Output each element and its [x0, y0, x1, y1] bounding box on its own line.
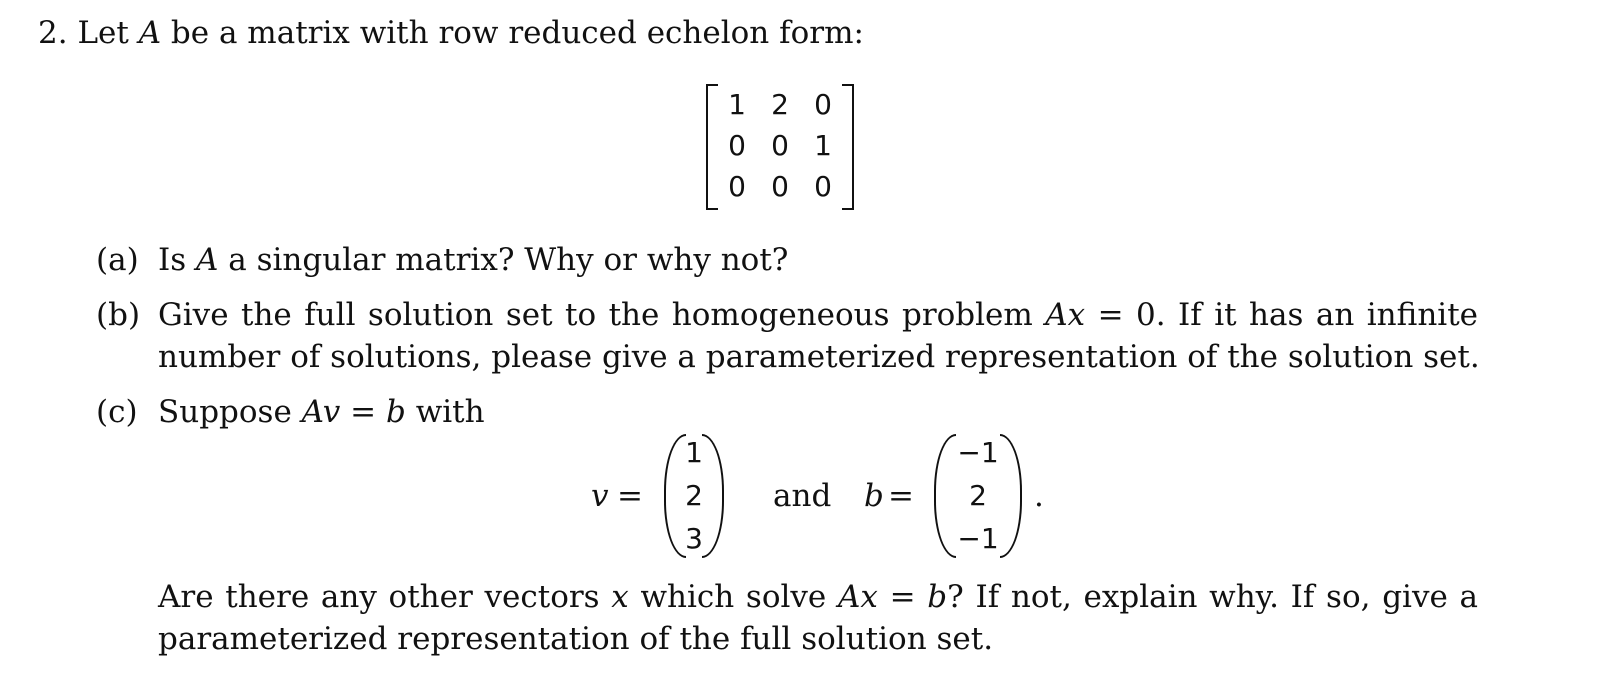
part-b-text-pre: Give the full solution set to the homogeneous problem [158, 297, 1046, 333]
part-b-text-post: If it has an infinite [1165, 297, 1479, 333]
v-entry: 2 [685, 479, 703, 512]
v-entry: 1 [685, 436, 703, 469]
intro-var-a: A [138, 15, 162, 51]
part-a-var: A [196, 242, 219, 278]
matrix-entry: 0 [814, 87, 832, 121]
intro-text-pre: Let [77, 15, 139, 51]
part-a-question [158, 242, 789, 278]
matrix-entry: 0 [771, 128, 789, 162]
part-c-q-var-x: x [611, 579, 629, 615]
matrix-right-bracket [842, 84, 854, 210]
part-c-eq-rhs: b [386, 394, 406, 430]
part-b-line-1 [158, 297, 1479, 333]
part-a-text-post: a singular matrix? Why or why not? [218, 242, 789, 278]
and-word: and [773, 478, 832, 514]
part-c-q-eq-lhs: Ax [838, 579, 878, 615]
problem-number: 2. [38, 15, 68, 51]
b-entry: −1 [957, 436, 999, 469]
matrix-entry: 2 [771, 87, 789, 121]
b-vector [934, 434, 1022, 558]
part-c-intro [158, 394, 485, 430]
matrix-entries [716, 84, 844, 208]
b-equals: = [888, 478, 914, 514]
part-c-eq-op: = [340, 394, 387, 430]
part-c-text-post: with [405, 394, 485, 430]
part-c-q-eq-rhs: b [927, 579, 948, 615]
rref-matrix [706, 84, 854, 208]
v-equals: = [617, 478, 643, 514]
v-vector [664, 434, 724, 558]
part-a-text-pre: Is [158, 242, 197, 278]
part-b-eq-op: = [1085, 297, 1137, 333]
part-c-q-text-pre: Are there any other vectors [158, 579, 612, 615]
part-b-label: (b) [96, 297, 141, 333]
v-entry: 3 [685, 522, 703, 555]
matrix-entry: 0 [814, 169, 832, 203]
part-c-question-line-2: parameterized representation of the full solution set. [158, 621, 994, 657]
part-b-eq-lhs: Ax [1045, 297, 1086, 333]
part-c-text-pre: Suppose [158, 394, 302, 430]
part-b-eq-rhs: 0. [1136, 297, 1166, 333]
part-c-q-text-mid: which solve [628, 579, 838, 615]
matrix-entry: 0 [728, 169, 746, 203]
matrix-entry: 1 [814, 128, 832, 162]
part-c-q-text-post: ? If not, explain why. If so, give a [947, 579, 1478, 615]
matrix-entry: 0 [771, 169, 789, 203]
part-c-q-eq-op: = [877, 579, 928, 615]
b-entry: −1 [957, 522, 999, 555]
problem-intro [38, 15, 864, 51]
b-entry: 2 [969, 479, 987, 512]
part-a-label: (a) [96, 242, 139, 278]
b-label: b [864, 478, 884, 514]
intro-text-post: be a matrix with row reduced echelon form: [161, 15, 864, 51]
part-c-eq-lhs: Av [301, 394, 341, 430]
equation-period: . [1034, 478, 1044, 514]
v-label: v [591, 478, 609, 514]
matrix-entry: 0 [728, 128, 746, 162]
matrix-entry: 1 [728, 87, 746, 121]
part-c-label: (c) [96, 394, 138, 430]
part-b-line-2: number of solutions, please give a parameterized representation of the solution set. [158, 339, 1480, 375]
part-c-question-line-1 [158, 579, 1478, 615]
